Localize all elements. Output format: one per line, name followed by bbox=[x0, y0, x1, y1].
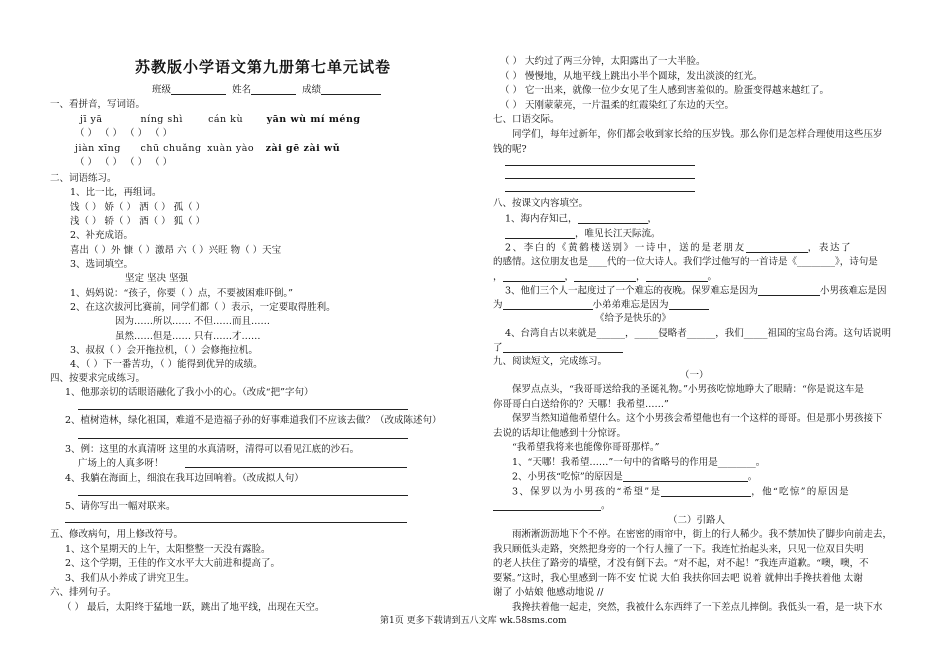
blank[interactable] bbox=[661, 487, 751, 497]
fill-question-2-tail: ，表达了 bbox=[807, 242, 853, 254]
blank[interactable] bbox=[503, 343, 623, 353]
reading-question-3-text: 3、保罗以为小男孩的“希望”是 bbox=[512, 486, 662, 498]
pinyin: cán kù bbox=[208, 114, 244, 125]
rewrite-question-1: 1、他那亲切的话眼语融化了我小小的心。（改成“把”字句） bbox=[65, 387, 314, 398]
fill-question-2 bbox=[505, 243, 852, 253]
fill-question-3-line-2 bbox=[493, 300, 709, 310]
fill-question-3-source: 《给予是快乐的》 bbox=[595, 313, 672, 324]
pinyin: yān wù mí méng bbox=[266, 114, 361, 125]
blank[interactable] bbox=[669, 300, 709, 310]
word-choice-subheading: 3、选词填空。 bbox=[70, 259, 134, 270]
idiom-subheading: 2、补充成语。 bbox=[70, 230, 134, 241]
speaking-prompt-line-1: 同学们，每年过新年，你们都会收到家长给的压岁钱。那么你们是怎样合理使用这些压岁 bbox=[512, 129, 883, 140]
pinyin: jī yā bbox=[80, 114, 103, 125]
reading-question-3-line-2: 。 bbox=[493, 501, 611, 511]
section1-heading: 一、看拼音，写词语。 bbox=[50, 99, 146, 110]
blank[interactable] bbox=[505, 229, 575, 239]
answer-line[interactable] bbox=[78, 495, 408, 496]
class-label: 班级 bbox=[152, 84, 172, 96]
fill-question-3-text: 3、他们三个人一起度过了一个难忘的夜晚。保罗难忘是因为 bbox=[505, 285, 759, 297]
section4-heading: 四、按要求完成练习。 bbox=[50, 373, 146, 384]
passage-2-text: 雨淅淅沥沥地下个不停。在密密的雨帘中，街上的行人稀少。我不禁加快了脚步向前走去， bbox=[512, 529, 893, 540]
passage-2-text: 的老人扶住了路旁的墙壁，才没有倒下去。“对不起，对不起！”我连声道歉。“噢，噢，不 bbox=[493, 558, 869, 569]
choice-question-1: 1、妈妈说：“孩子，你要（ ）点，不要被困难吓倒。” bbox=[70, 288, 294, 299]
fill-question-2-line-2 bbox=[493, 257, 878, 267]
reading-question-2: 2、小男孩“吃惊”的原因是 。 bbox=[512, 471, 758, 483]
ordering-item[interactable]: （ ） 最后，太阳终于猛地一跃，跳出了地平线，出现在天空。 bbox=[62, 602, 325, 613]
reading-question-2-text: 2、小男孩“吃惊”的原因是 bbox=[512, 471, 623, 483]
compare-row-2: 浅（ ） 轿（ ） 酒（ ） 狐（ ） bbox=[70, 216, 206, 227]
answer-line[interactable] bbox=[78, 409, 408, 410]
compare-subheading: 1、比一比，再组词。 bbox=[70, 187, 162, 198]
fill-question-1-text: 1、海内存知己， bbox=[505, 213, 578, 225]
choice-question-2: 2、在这次拔河比赛前，同学们都（ ）表示，一定要取得胜利。 bbox=[70, 302, 336, 313]
conjunction-row-2: 虽然……但是…… 只有……才…… bbox=[115, 331, 261, 342]
section6-heading: 六、排列句子。 bbox=[50, 587, 117, 598]
passage-1-title: （一） bbox=[680, 370, 709, 381]
choice-question-3: 3、叔叔（ ）会开拖拉机，（ ）会修拖拉机。 bbox=[70, 345, 258, 356]
section7-heading: 七、口语交际。 bbox=[493, 114, 560, 125]
blank[interactable] bbox=[746, 243, 808, 253]
answer-parens-2[interactable]: （ ） （ ） （ ） （ ） bbox=[75, 157, 173, 168]
answer-line[interactable] bbox=[505, 191, 695, 192]
answer-line[interactable] bbox=[185, 467, 407, 468]
section8-heading: 八、按课文内容填空。 bbox=[493, 198, 589, 209]
fill-question-4-line-2 bbox=[493, 343, 623, 353]
fill-question-3-mid: 小弟弟难忘是因为 bbox=[592, 299, 669, 311]
pinyin-row-1 bbox=[80, 115, 361, 125]
pinyin: zài gē zài wǔ bbox=[265, 143, 341, 154]
correction-sentence-1: 1、这个星期天的上午，太阳整整一天没有露脸。 bbox=[65, 544, 271, 555]
ordering-item[interactable]: （ ） 大约过了两三分钟，太阳露出了一大半脸。 bbox=[500, 56, 706, 67]
fill-question-3-cont: 为 bbox=[493, 299, 503, 311]
compare-row-1: 饯（ ） 娇（ ） 洒（ ） 孤（ ） bbox=[70, 202, 206, 213]
passage-2-title: （二）引路人 bbox=[668, 515, 726, 526]
correction-sentence-2: 2、这个学期，王佳的作文水平大大前进和提高了。 bbox=[65, 558, 281, 569]
answer-parens-1[interactable]: （ ） （ ） （ ） （ ） bbox=[75, 128, 173, 139]
fill-question-3 bbox=[505, 286, 887, 296]
ordering-item[interactable]: （ ） 它一出来，就像一位少女见了生人感到害羞似的。脸蛋变得越来越红了。 bbox=[500, 85, 830, 96]
passage-1-text: “我希望我将来也能像你哥哥那样。” bbox=[512, 442, 660, 453]
answer-line[interactable] bbox=[78, 438, 408, 439]
section2-heading: 二、词语练习。 bbox=[50, 173, 117, 184]
rewrite-question-3: 3、例：这里的水真清呀 这里的水真清呀，清得可以看见江底的沙石。 bbox=[65, 444, 360, 455]
choice-question-4: 4、（ ）下一番苦功，（ ）能得到优异的成绩。 bbox=[70, 359, 263, 370]
blank[interactable] bbox=[578, 214, 648, 224]
name-field[interactable] bbox=[251, 85, 296, 95]
fill-question-4-cont: 了 bbox=[493, 342, 503, 354]
section9-heading: 九、阅读短文，完成练习。 bbox=[493, 356, 608, 367]
rewrite-question-4: 4、我躺在海面上，细浪在我耳边回响着。（改成拟人句） bbox=[65, 473, 304, 484]
reading-question-3 bbox=[512, 487, 850, 497]
fill-question-1-end bbox=[505, 229, 661, 239]
class-field[interactable] bbox=[171, 85, 226, 95]
rewrite-question-5: 5、请你写出一幅对联来。 bbox=[65, 501, 176, 512]
passage-2-text: 谢了 小姑娘 他感动地说 // bbox=[493, 587, 604, 598]
blank[interactable] bbox=[758, 286, 820, 296]
fill-question-3-tail: 小男孩难忘是因 bbox=[820, 285, 887, 297]
blank[interactable] bbox=[646, 272, 708, 282]
pinyin: jiàn xīng bbox=[75, 143, 121, 154]
conjunction-row-1: 因为……所以…… 不但……而且…… bbox=[115, 316, 271, 327]
rewrite-question-2: 2、植树造林，绿化祖国，难道不是造福子孙的好事难道我们不应该去做？（改成陈述句） bbox=[65, 415, 442, 426]
speaking-prompt-line-2: 钱的呢? bbox=[493, 144, 527, 155]
reading-question-1: 1、“天哪！我希望……”一句中的省略号的作用是________。 bbox=[512, 457, 766, 468]
blank[interactable] bbox=[493, 501, 601, 511]
section5-heading: 五、修改病句，用上修改符号。 bbox=[50, 529, 184, 540]
passage-2-text: 要紧。”这时，我心里感到一阵不安 忙说 大伯 我扶你回去吧 说着 就伸出手搀扶着他 太谢 bbox=[493, 573, 863, 584]
pinyin: chū chuǎng bbox=[140, 143, 202, 154]
pinyin-row-2 bbox=[75, 144, 340, 154]
passage-2-text: 我搀扶着他一起走，突然，我被什么东西绊了一下差点儿摔倒。我低头一看，是一块下水 bbox=[512, 602, 883, 613]
idiom-row: 喜出（ ）外 慷（ ）激昂 六（ ）兴旺 物（ ）天宝 bbox=[70, 245, 282, 256]
correction-sentence-3: 3、我们从小养成了讲究卫生。 bbox=[65, 573, 195, 584]
blank[interactable] bbox=[574, 272, 636, 282]
name-label: 姓名 bbox=[232, 84, 252, 96]
pinyin: níng shì bbox=[140, 114, 183, 125]
score-label: 成绩 bbox=[302, 84, 322, 96]
fill-question-2-text: 2、李白的《黄鹤楼送别》一诗中，送的是老朋友 bbox=[505, 242, 746, 254]
passage-1-text: 保罗点点头，“我哥哥送给我的圣诞礼物。”小男孩吃惊地睁大了眼睛：“你是说这车是 bbox=[512, 384, 864, 395]
passage-1-text: 去说的话却让他感到十分惊讶。 bbox=[493, 428, 627, 439]
ordering-item[interactable]: （ ） 天刚蒙蒙亮，一片温柔的红霞染红了东边的天空。 bbox=[500, 100, 735, 111]
page-footer: 第1页 更多下载请到五八文库 wk.58sms.com bbox=[380, 616, 567, 626]
answer-line[interactable] bbox=[65, 522, 407, 523]
fill-question-1-tail: ，唯见长江天际流。 bbox=[575, 228, 661, 240]
page-title: 苏教版小学语文第九册第七单元试卷 bbox=[135, 58, 392, 76]
blank[interactable] bbox=[623, 472, 748, 482]
word-choices: 坚定 坚决 坚强 bbox=[125, 273, 189, 284]
fill-question-2-cont: 的感情。这位朋友也是____代的一位大诗人。我们学过他写的一首诗是《________》，诗句是 bbox=[493, 256, 878, 268]
answer-line[interactable] bbox=[505, 178, 695, 179]
fill-question-1: 1、海内存知己， ， bbox=[505, 213, 658, 225]
pinyin: xuàn yào bbox=[207, 143, 255, 154]
rewrite-question-3-prompt: 广场上的人真多呀！ bbox=[78, 458, 164, 469]
blank[interactable] bbox=[503, 300, 593, 310]
passage-1-text: 保罗当然知道他希望什么。这个小男孩会希望他也有一个这样的哥哥。但是那小男孩接下 bbox=[512, 413, 883, 424]
reading-question-3-tail: ，他“吃惊”的原因是 bbox=[751, 486, 850, 498]
fill-question-2-line-3: ， ， ， 。 bbox=[493, 271, 718, 283]
blank[interactable] bbox=[503, 272, 565, 282]
score-field[interactable] bbox=[321, 85, 381, 95]
answer-line[interactable] bbox=[505, 165, 695, 166]
student-info-row bbox=[152, 85, 381, 95]
passage-1-text: 你哥哥白白送给你的？天哪！我希望……” bbox=[493, 399, 669, 410]
fill-question-4: 4、台湾自古以来就是______，_____侵略者______，我们_____祖国的宝岛台湾。这句话说明 bbox=[505, 328, 892, 339]
passage-2-text: 我只顾低头走路，突然把身旁的一个行人撞了一下。我连忙抬起头来，只见一位双目失明 bbox=[493, 544, 864, 555]
ordering-item[interactable]: （ ） 慢慢地，从地平线上跳出小半个圆球，发出淡淡的红光。 bbox=[500, 71, 763, 82]
